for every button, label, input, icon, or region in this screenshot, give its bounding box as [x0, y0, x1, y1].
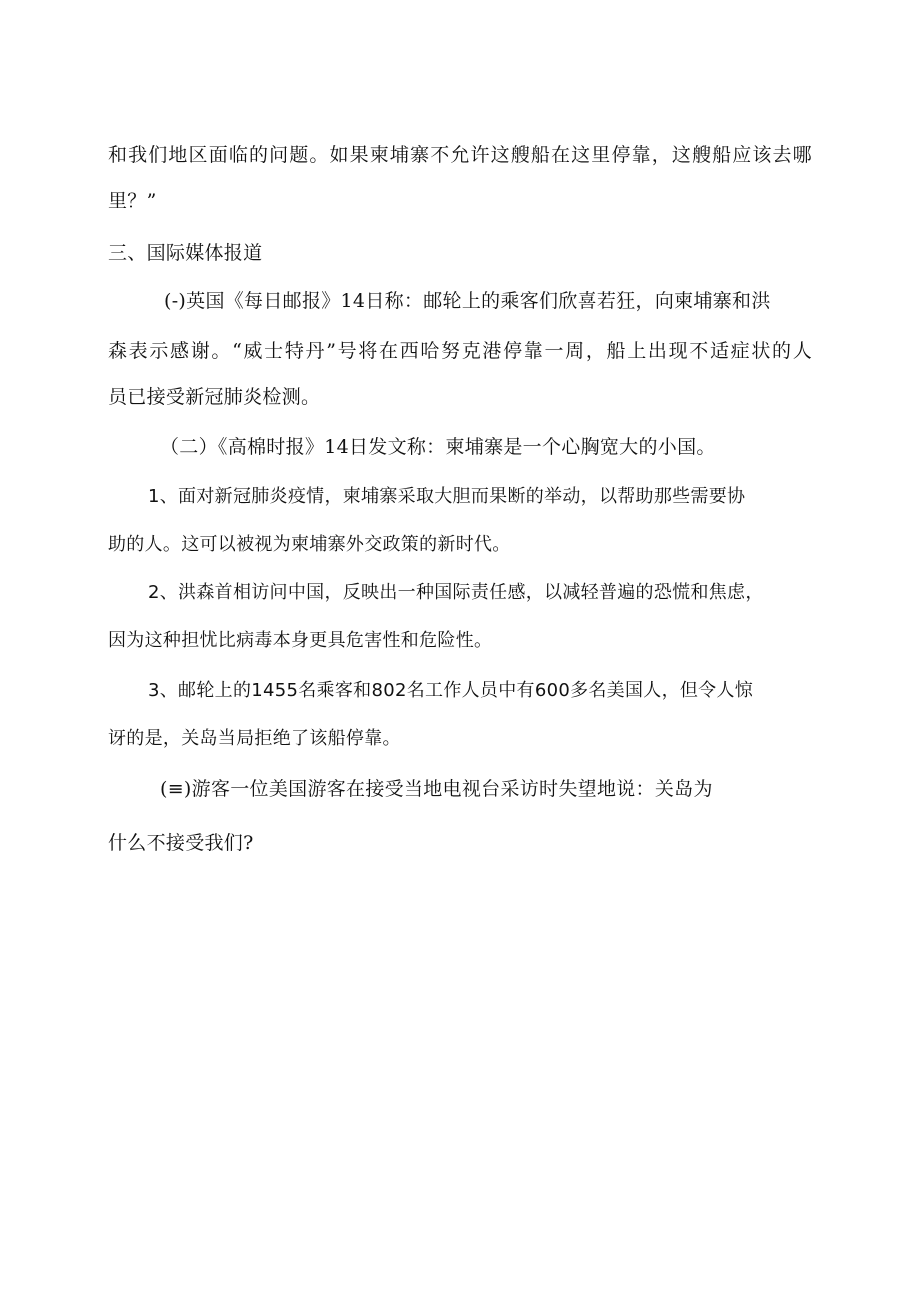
paragraph-line-9: 因为这种担忧比病毒本身更具危害性和危险性。 — [108, 630, 493, 651]
paragraph-line-6: 1、面对新冠肺炎疫情，柬埔寨采取大胆而果断的举动，以帮助那些需要协 — [148, 486, 746, 507]
paragraph-line-10: 3、邮轮上的1455名乘客和802名工作人员中有600多名美国人，但令人惊 — [148, 680, 754, 701]
paragraph-line-4: 森表示感谢。“威士特丹”号将在西哈努克港停靠一周，船上出现不适症状的人 — [108, 340, 812, 362]
section-heading: 三、国际媒体报道 — [108, 242, 263, 264]
paragraph-line-5: 员已接受新冠肺炎检测。 — [108, 386, 321, 408]
subheading-line: （二）《高棉时报》14日发文称：柬埔寨是一个心胸宽大的小国。 — [160, 436, 716, 458]
paragraph-line-3: (-)英国《每日邮报》14日称：邮轮上的乘客们欣喜若狂，向柬埔寨和洪 — [164, 290, 771, 312]
paragraph-line-12: (≡)游客一位美国游客在接受当地电视台采访时失望地说：关岛为 — [160, 778, 713, 800]
paragraph-line-1: 和我们地区面临的问题。如果柬埔寨不允许这艘船在这里停靠，这艘船应该去哪 — [108, 144, 812, 166]
paragraph-line-2: 里？” — [108, 190, 157, 212]
paragraph-line-7: 助的人。这可以被视为柬埔寨外交政策的新时代。 — [108, 534, 511, 555]
paragraph-line-11: 讶的是，关岛当局拒绝了该船停靠。 — [108, 728, 401, 749]
paragraph-line-13: 什么不接受我们? — [108, 832, 254, 854]
paragraph-line-8: 2、洪森首相访问中国，反映出一种国际责任感，以减轻普遍的恐慌和焦虑， — [148, 582, 764, 603]
